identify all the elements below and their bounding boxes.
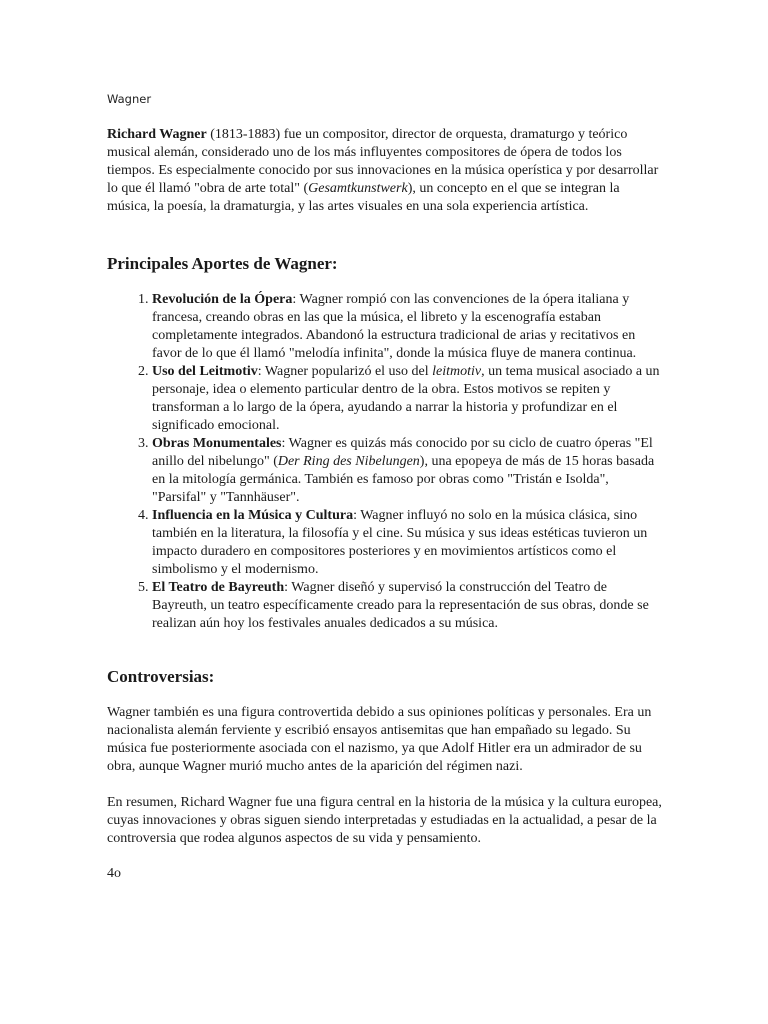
item-title: Revolución de la Ópera <box>152 292 293 307</box>
item-title: Obras Monumentales <box>152 436 282 451</box>
list-item <box>152 363 663 435</box>
item-text: : Wagner rompió con las convenciones de la ópera italiana y francesa, creando obras en las que la música, el libreto y la escenografía estaban completamente integrados. Abandonó la estructura tradicional de arias y recitativos en favor de lo que él llamó "melodía infinita", donde la música fluye de manera continua. <box>152 292 637 361</box>
aportes-list <box>107 291 663 633</box>
item-text: , un tema musical asociado a un personaje, idea o elemento particular dentro de la obra. Estos motivos se repiten y transforman a lo largo de la ópera, ayudando a narrar la historia y profundizar en el significado emocional. <box>152 364 660 433</box>
controversias-heading: Controversias: <box>107 667 215 686</box>
item-title: El Teatro de Bayreuth <box>152 580 285 595</box>
item-text: : Wagner diseñó y supervisó la construcción del Teatro de Bayreuth, un teatro específicamente creado para la representación de sus obras, donde se realizan aún hoy los festivales anuales dedicados a su música. <box>152 580 649 631</box>
intro-term: Gesamtkunstwerk <box>308 181 408 196</box>
intro-text-2: ), un concepto en el que se integran la música, la poesía, la dramaturgia, y las artes visuales en una sola experiencia artística. <box>107 181 620 214</box>
list-item <box>152 291 663 363</box>
intro-name: Richard Wagner <box>107 127 207 142</box>
list-item <box>152 579 663 633</box>
resumen-paragraph: En resumen, Richard Wagner fue una figura central en la historia de la música y la cultura europea, cuyas innovaciones y obras siguen siendo interpretadas y estudiadas en la actualidad, a pesar de la controversia que rodea algunos aspectos de su vida y pensamiento. <box>107 795 662 846</box>
item-title: Uso del Leitmotiv <box>152 364 258 379</box>
list-item <box>152 435 663 507</box>
item-term: Der Ring des Nibelungen <box>277 454 420 469</box>
item-text: : Wagner popularizó el uso del <box>257 364 433 379</box>
item-text: ), una epopeya de más de 15 horas basada en la mitología germánica. También es famoso por obras como "Tristán e Isolda", "Parsifal" y "Tannhäuser". <box>152 454 655 505</box>
item-title: Influencia en la Música y Cultura <box>152 508 354 523</box>
item-text: : Wagner influyó no solo en la música clásica, sino también en la literatura, la filosofía y el cine. Su música y sus ideas estéticas tuvieron un impacto duradero en compositores posteriores y en movimientos artísticos como el simbolismo y el modernismo. <box>152 508 648 577</box>
page-header: Wagner <box>107 92 152 106</box>
list-item <box>152 507 663 579</box>
item-text: : Wagner es quizás más conocido por su ciclo de cuatro óperas "El anillo del nibelungo" ( <box>152 436 653 469</box>
page-number: 4o <box>107 866 121 881</box>
intro-paragraph <box>107 126 663 216</box>
controversias-paragraph: Wagner también es una figura controvertida debido a sus opiniones políticas y personales. Era un nacionalista alemán ferviente y escribió ensayos antisemitas que han empañado su legado. Su música fue posteriormente asociada con el nazismo, ya que Adolf Hitler era un admirador de su obra, aunque Wagner murió mucho antes de la aparición del régimen nazi. <box>107 705 652 774</box>
intro-text-1: (1813-1883) fue un compositor, director de orquesta, dramaturgo y teórico musical alemán, considerado uno de los más influyentes compositores de ópera de todos los tiempos. Es especialmente conocido por sus innovaciones en la música operística y por desarrollar lo que él llamó "obra de arte total" ( <box>107 127 659 196</box>
item-term: leitmotiv <box>432 364 482 379</box>
aportes-heading: Principales Aportes de Wagner: <box>107 254 338 273</box>
